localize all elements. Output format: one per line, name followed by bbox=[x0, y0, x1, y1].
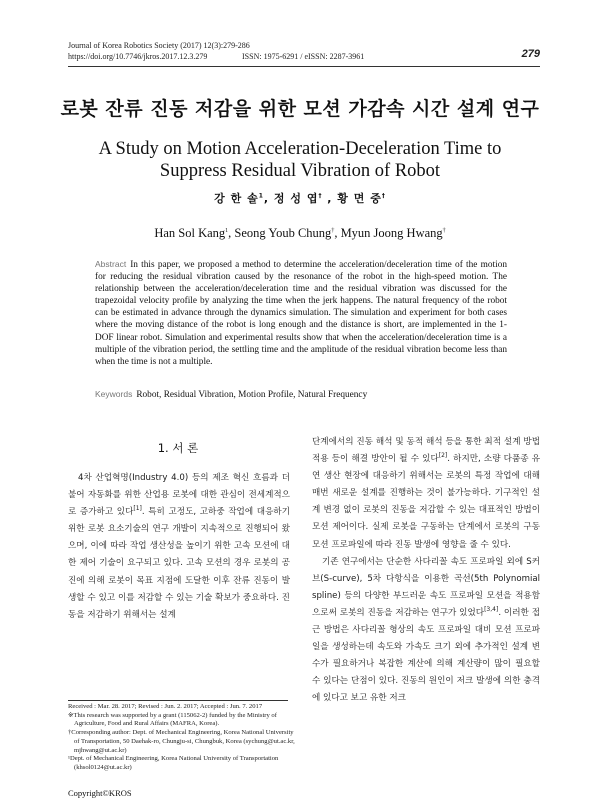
copyright: Copyright©KROS bbox=[68, 788, 132, 798]
intro-text-b: . 특히 고정도, 고하중 작업에 대응하기 위한 로봇 요소기술의 연구 개발이 지속적으로 진행되어 왔으며, 이에 따라 작업 생산성을 높이기 위한 고속 모션에 대한 제어 기술이 요구되고 있다. 고속 모션의 경우 로봇의 공진에 의해 로봇이 목표 지점에 도달한 이후 잔류 진동이 발생할 수 있고 이를 저감할 수 있는 기술 확보가 중요하다. 진동을 저감하기 위해서는 설계 bbox=[68, 507, 290, 620]
author-en-2-mark: † bbox=[331, 227, 335, 234]
title-english-line2: Suppress Residual Vibration of Robot bbox=[159, 161, 441, 181]
author-en-1-mark: 1 bbox=[225, 227, 229, 234]
journal-header bbox=[68, 40, 540, 62]
abstract-label: Abstract bbox=[95, 259, 127, 269]
footnote-corresponding: †Corresponding author: Dept. of Mechanical Engineering, Korea National University of Transportation, 50 Daehak-ro, Chungju-si, Chungbuk, Korea (sychung@ut.ac.kr, mjhwang@ut.ac.kr) bbox=[68, 729, 295, 754]
keywords-label: Keywords bbox=[95, 389, 133, 399]
body-column-left bbox=[68, 470, 290, 624]
title-english-line1: A Study on Motion Acceleration-Deceleration Time to bbox=[98, 139, 502, 159]
author-ko-sep-2: , bbox=[322, 192, 338, 205]
para2-text-a: 기존 연구에서는 단순한 사다리꼴 속도 프로파일 외에 S커브(S-curve), 5차 다항식을 이용한 곡선(5th Polynomial spline) 등의 다양한 부드러운 속도 프로파일 모션을 적용함으로써 로봇의 진동을 저감하는 연구가 있었다 bbox=[312, 556, 540, 618]
paragraph-2 bbox=[312, 554, 540, 708]
footnote-received: Received : Mar. 28. 2017; Revised : Jun. 2. 2017; Accepted : Jun. 7. 2017 bbox=[68, 703, 263, 710]
section-heading-introduction: 1. 서 론 bbox=[157, 441, 199, 455]
footnotes bbox=[68, 703, 300, 773]
paragraph-1 bbox=[312, 434, 540, 554]
keywords-text: Robot, Residual Vibration, Motion Profile, Natural Frequency bbox=[136, 390, 368, 400]
para1-text-a: 단계에서의 진동 해석 및 동적 해석 등을 통한 최적 설계 방법 적용 등이 해결 방안이 될 수 있다 bbox=[312, 437, 540, 465]
author-ko-2: 정 성 엽 bbox=[273, 192, 319, 205]
author-ko-1-mark: 1 bbox=[258, 192, 264, 200]
title-korean: 로봇 잔류 진동 저감을 위한 모션 가감속 시간 설계 연구 bbox=[60, 98, 540, 120]
intro-text-a: 4차 산업혁명(Industry 4.0) 등의 제조 혁신 흐름과 더불어 자동화를 위한 산업용 로봇에 대한 관심이 전세계적으로 증가하고 있다 bbox=[68, 473, 290, 518]
author-ko-sep-1: , bbox=[263, 192, 274, 205]
issn: ISSN: 1975-6291 / eISSN: 2287-3961 bbox=[242, 52, 365, 61]
citation-ref-2: [2] bbox=[438, 452, 448, 460]
body-column-right bbox=[312, 434, 540, 708]
para2-text-b: . 이러한 접근 방법은 사다리꼴 형상의 속도 프로파일 대비 모션 프로파일을 생성하는데 속도와 가속도 크기 외에 추가적인 설계 변수가 필요하거나 복잡한 계산에 의해 계산량이 많이 필요할 수 있다는 단점이 있다. 진동의 원인이 저크 발생에 의한 충격에 있다고 보고 유한 저크 bbox=[312, 607, 541, 704]
author-ko-2-mark: † bbox=[318, 192, 323, 200]
footnote-affiliation: ¹Dept. of Mechanical Engineering, Korea National University of Transportation (khsol0124@ut.ac.kr) bbox=[68, 755, 279, 771]
para1-text-b: . 하지만, 소량 다품종 유연 생산 현장에 대응하기 위해서는 로봇의 특정 작업에 대해 매번 새로운 설계를 진행하는 것이 불가능하다. 기구적인 설계 변경 없이 로봇의 진동을 저감할 수 있는 대표적인 방법이 모션 제어이다. 실제 로봇을 구동하는 단계에서 로봇의 구동 모션 프로파일에 따라 진동 발생에 영향을 줄 수 있다. bbox=[312, 454, 541, 550]
page-number: 279 bbox=[521, 48, 540, 60]
author-ko-3-mark: † bbox=[381, 192, 386, 200]
title-english bbox=[60, 138, 540, 182]
citation-ref-1: [1] bbox=[133, 505, 142, 513]
footnote-divider bbox=[68, 700, 288, 701]
footnote-funding: ※This research was supported by a grant (115062-2) funded by the Ministry of Agriculture, Food and Rural Affairs (MAFRA, Korea). bbox=[68, 711, 277, 728]
header-divider bbox=[68, 66, 540, 67]
doi-link[interactable]: https://doi.org/10.7746/jkros.2017.12.3.279 bbox=[68, 52, 208, 61]
journal-citation: Journal of Korea Robotics Society (2017) 12(3):279-286 bbox=[68, 41, 250, 50]
author-en-2: Seong Youb Chung bbox=[234, 226, 332, 240]
author-en-3-mark: † bbox=[442, 227, 446, 234]
keywords bbox=[95, 389, 507, 400]
abstract-text: In this paper, we proposed a method to determine the acceleration/deceleration time of the motion for reducing the residual vibration caused by the resonance of the robot in the high-speed motion. The relationship between the acceleration/deceleration time and the residual vibration was discussed for the trapezoidal velocity profile by analyzing the time when the jerk happens. The natural frequency of the robot can be estimated in advance through the dynamics simulation. The simulation and experiment for both cases where the moving distance of the robot is long enough and the distance is short, are implemented in the 1-DOF linear robot. Simulation and experimental results show that when the acceleration/deceleration time is a multiple of the vibration period, the settling time and the amplitude of the residual vibration become less than when the time is not a multiple. bbox=[95, 260, 507, 367]
authors-korean bbox=[0, 190, 600, 206]
author-ko-1: 강 한 솔 bbox=[214, 192, 259, 205]
author-en-1: Han Sol Kang bbox=[154, 226, 226, 240]
abstract bbox=[95, 258, 507, 368]
author-ko-3: 황 면 중 bbox=[337, 192, 382, 205]
citation-ref-3-4: [3,4] bbox=[484, 606, 499, 614]
authors-english: Han Sol Kang$^1$, Seong Youb Chung†, Myun Joong Hwang† bbox=[154, 226, 446, 240]
author-en-3: Myun Joong Hwang bbox=[340, 226, 443, 240]
